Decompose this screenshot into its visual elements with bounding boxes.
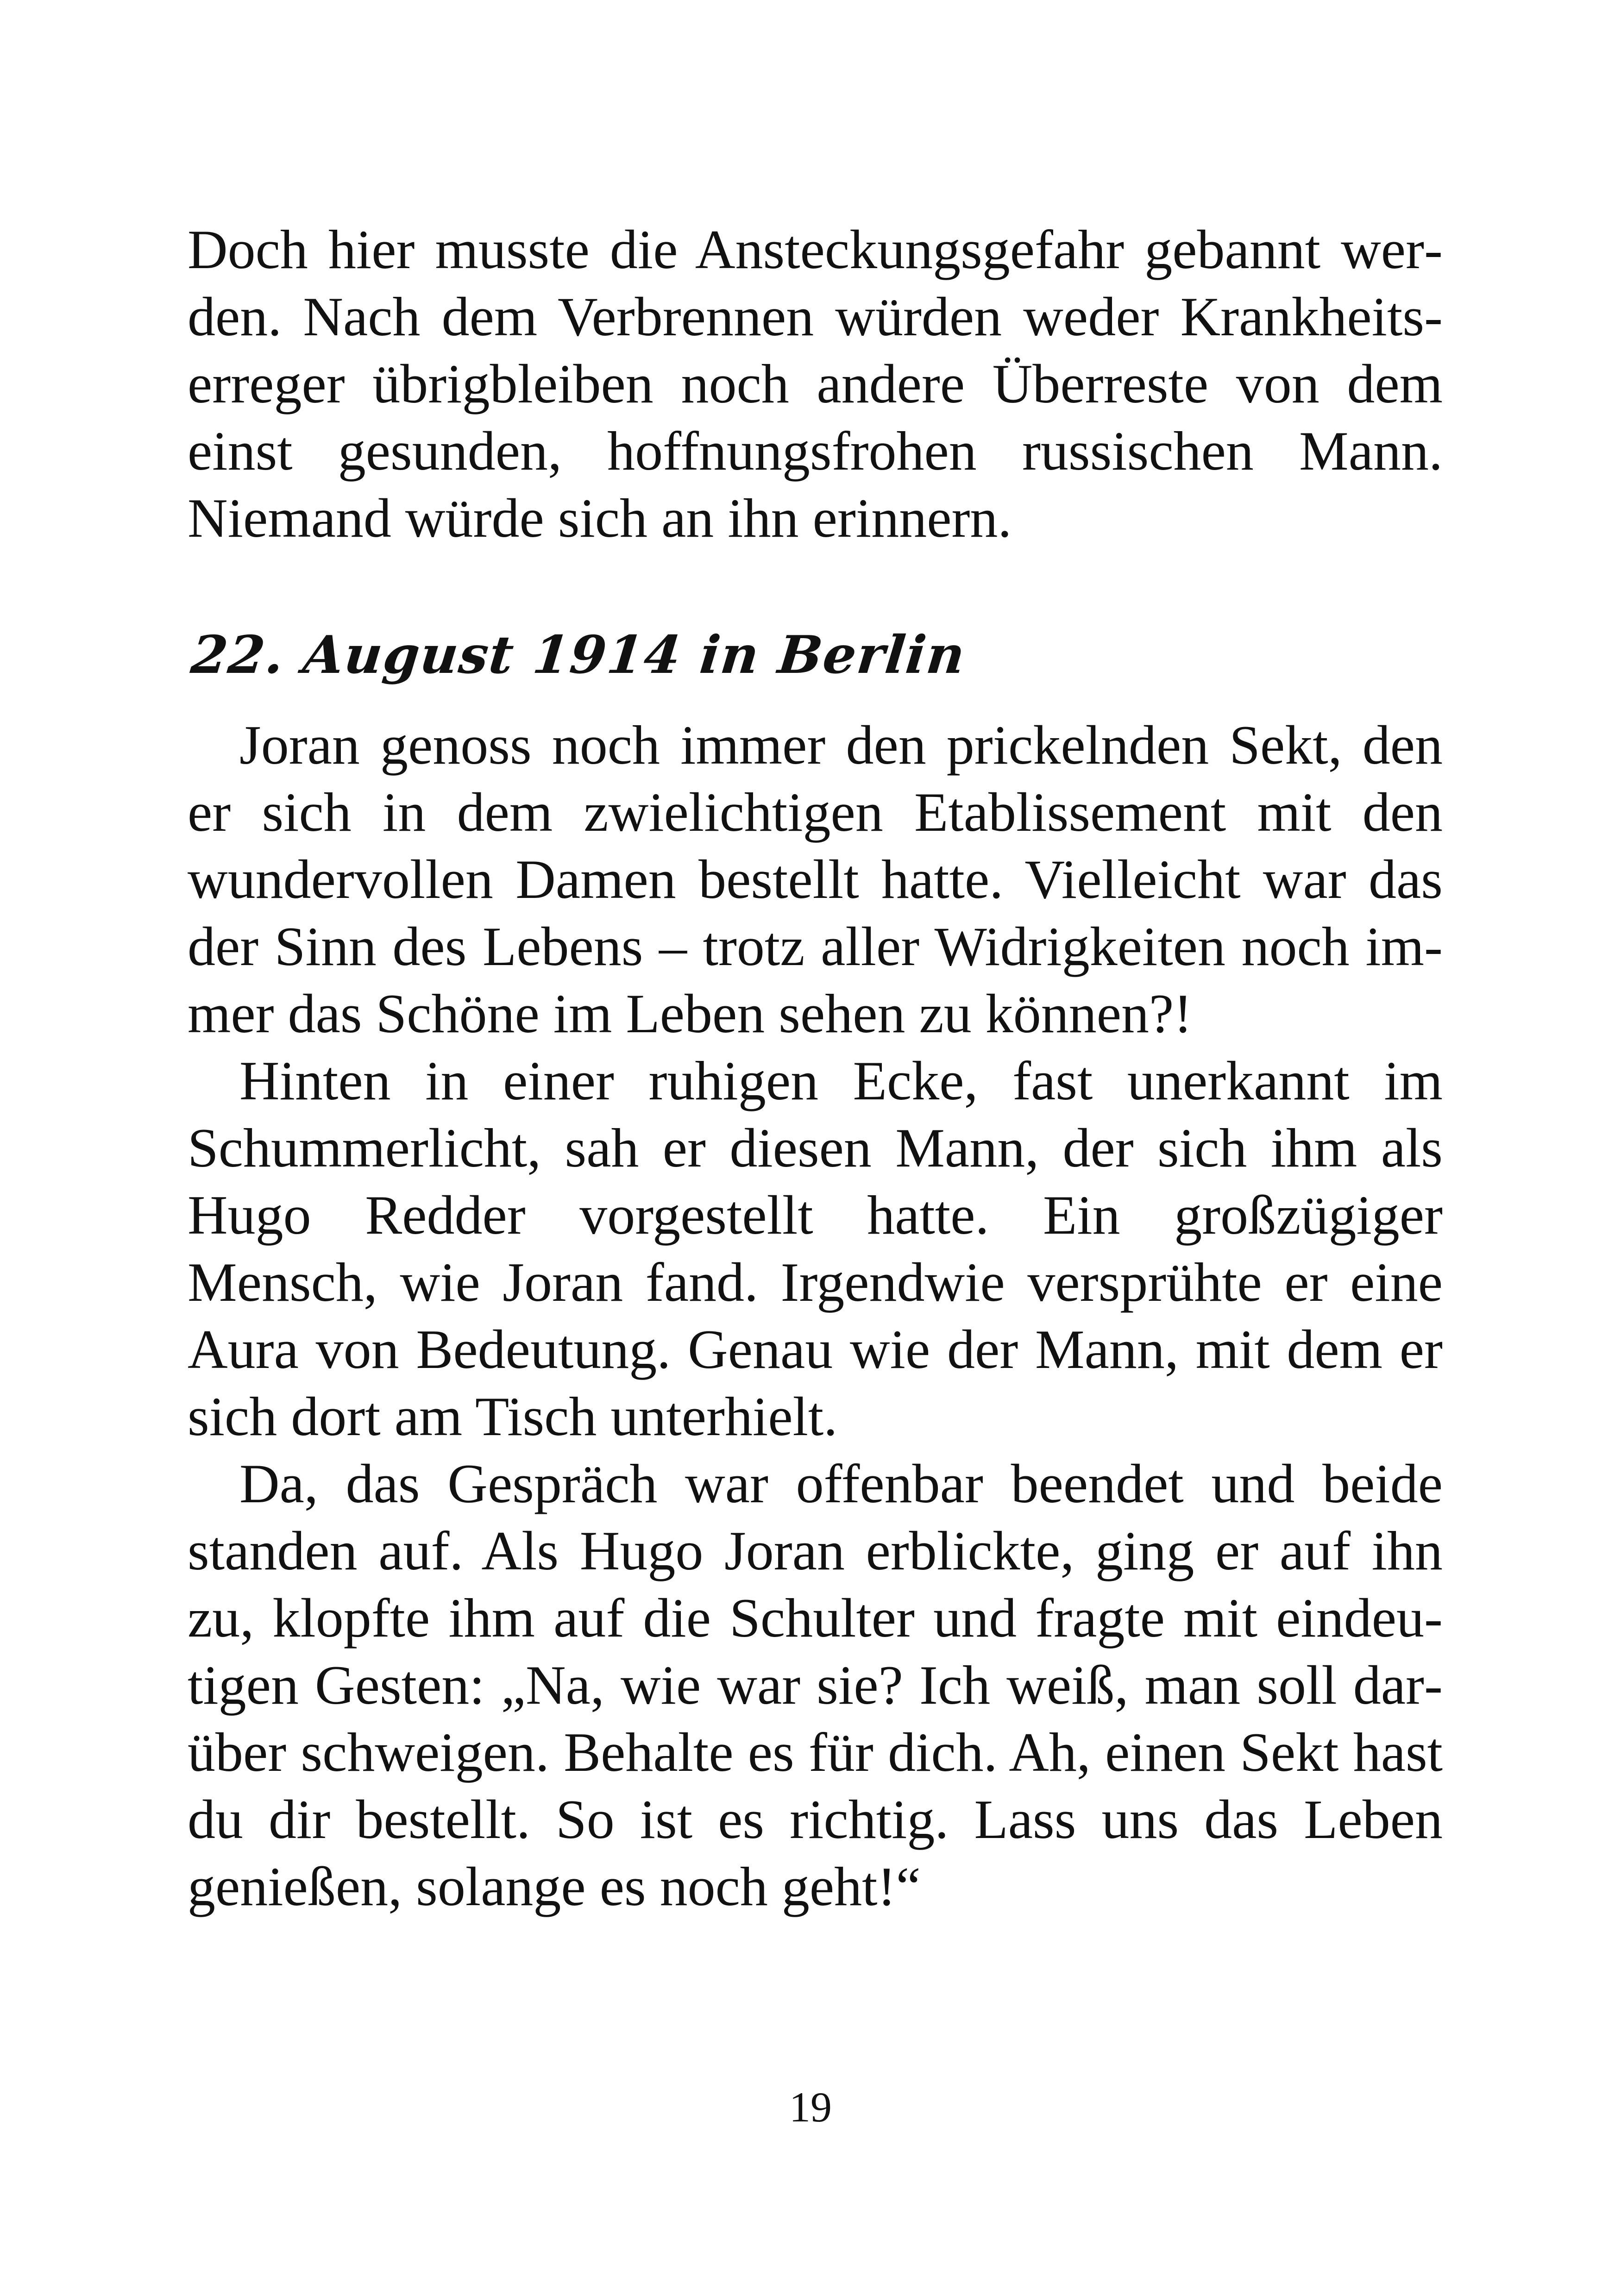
- section-body: [188, 711, 1443, 1920]
- paragraph: Da, das Gespräch war offenbar beendet und beide standen auf. Als Hugo Joran erblickte, ging er auf ihn zu, klopfte ihm auf die Schulter und fragte mit eindeutigen Gesten: „Na, wie war sie? Ich weiß, man soll darüber schweigen. Behalte es für dich. Ah, einen Sekt hast du dir bestellt. So ist es richtig. Lass uns das Leben genießen, solange es noch geht!“: [188, 1453, 1443, 1917]
- section-heading: 22. August 1914 in Berlin: [188, 625, 969, 685]
- page-number: 19: [789, 2083, 832, 2131]
- paragraph: Joran genoss noch immer den prickelnden Sekt, den er sich in dem zwielichtigen Etablissement mit den wundervollen Damen bestellt hatte. Vielleicht war das der Sinn des Lebens – trotz aller Widrigkeiten noch immer das Schöne im Leben sehen zu können?!: [188, 714, 1443, 1044]
- paragraph: Hinten in einer ruhigen Ecke, fast unerkannt im Schummerlicht, sah er diesen Mann, der sich ihm als Hugo Redder vorgestellt hatte. Ein großzügiger Mensch, wie Joran fand. Irgendwie versprühte er eine Aura von Bedeutung. Genau wie der Mann, mit dem er sich dort am Tisch unterhielt.: [188, 1050, 1443, 1447]
- opening-text: [188, 216, 1443, 552]
- paragraph: Doch hier musste die Ansteckungsgefahr gebannt werden. Nach dem Verbrennen würden weder Krankheitserreger übrigbleiben noch andere Überreste von dem einst gesunden, hoffnungsfrohen russischen Mann. Niemand würde sich an ihn erinnern.: [188, 219, 1443, 549]
